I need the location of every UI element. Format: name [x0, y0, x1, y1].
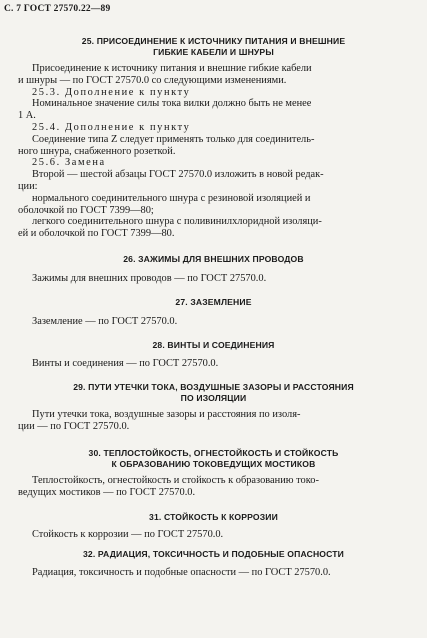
section-26-body	[0, 273, 427, 285]
clause-heading: 25.6. Замена	[32, 157, 106, 169]
section-28-title: 28. ВИНТЫ И СОЕДИНЕНИЯ	[152, 340, 275, 350]
paragraph-line: Номинальное значение силы тока вилки должно быть не менее	[32, 98, 312, 110]
section-29-title-line-2: ПО ИЗОЛЯЦИИ	[180, 393, 247, 403]
section-26	[0, 254, 427, 265]
paragraph-line: ведущих мостиков — по ГОСТ 27570.0.	[18, 486, 196, 498]
paragraph-line: Радиация, токсичность и подобные опасности — по ГОСТ 27570.0.	[32, 567, 331, 578]
section-30-body	[0, 475, 427, 499]
section-29-body	[0, 409, 427, 433]
section-26-title: 26. ЗАЖИМЫ ДЛЯ ВНЕШНИХ ПРОВОДОВ	[123, 254, 304, 264]
section-32-body	[0, 567, 427, 579]
paragraph-line: легкого соединительного шнура с поливинилхлоридной изоляци-	[32, 216, 322, 228]
paragraph-line: Второй — шестой абзацы ГОСТ 27570.0 изложить в новой редак-	[32, 169, 324, 181]
paragraph-line: Заземление — по ГОСТ 27570.0.	[32, 316, 178, 327]
section-31-title: 31. СТОЙКОСТЬ К КОРРОЗИИ	[149, 512, 278, 522]
section-25	[0, 36, 427, 58]
paragraph-line: ции — по ГОСТ 27570.0.	[18, 420, 130, 432]
section-28	[0, 340, 427, 351]
section-31-body	[0, 529, 427, 541]
section-27-body	[0, 316, 427, 328]
paragraph-line: Теплостойкость, огнестойкость и стойкость к образованию токо-	[32, 475, 319, 486]
section-25-title-line-1: 25. ПРИСОЕДИНЕНИЕ К ИСТОЧНИКУ ПИТАНИЯ И ВНЕШНИЕ	[81, 36, 346, 46]
paragraph-line: нормального соединительного шнура с резиновой изоляцией и	[32, 192, 311, 204]
paragraph-line: 1 А.	[18, 110, 36, 122]
section-27-title: 27. ЗАЗЕМЛЕНИЕ	[175, 297, 252, 307]
section-30-title-line-2: К ОБРАЗОВАНИЮ ТОКОВЕДУЩИХ МОСТИКОВ	[111, 459, 316, 469]
paragraph-line: Винты и соединения — по ГОСТ 27570.0.	[32, 358, 219, 369]
clause-heading: 25.3. Дополнение к пункту	[32, 86, 191, 98]
section-25-title-line-2: ГИБКИЕ КАБЕЛИ И ШНУРЫ	[153, 47, 274, 57]
paragraph-line: ей и оболочкой по ГОСТ 7399—80.	[18, 228, 175, 240]
section-29	[0, 382, 427, 404]
section-25-body	[0, 63, 427, 240]
section-28-body	[0, 358, 427, 370]
paragraph-line: Стойкость к коррозии — по ГОСТ 27570.0.	[32, 529, 224, 540]
paragraph-line: Пути утечки тока, воздушные зазоры и расстояния по изоля-	[32, 409, 301, 420]
paragraph-line: Присоединение к источнику питания и внешние гибкие кабели	[32, 63, 312, 74]
section-30	[0, 448, 427, 470]
section-32	[0, 549, 427, 560]
section-32-title: 32. РАДИАЦИЯ, ТОКСИЧНОСТЬ И ПОДОБНЫЕ ОПАСНОСТИ	[82, 549, 345, 559]
paragraph-line: Соединение типа Z следует применять только для соединитель-	[32, 133, 315, 145]
section-30-title-line-1: 30. ТЕПЛОСТОЙКОСТЬ, ОГНЕСТОЙКОСТЬ И СТОЙКОСТЬ	[88, 448, 339, 458]
clause-heading: 25.4. Дополнение к пункту	[32, 121, 191, 133]
paragraph-line: ции:	[18, 180, 38, 192]
section-31	[0, 512, 427, 523]
paragraph-line: и шнуры — по ГОСТ 27570.0 со следующими изменениями.	[18, 74, 287, 86]
section-29-title-line-1: 29. ПУТИ УТЕЧКИ ТОКА, ВОЗДУШНЫЕ ЗАЗОРЫ И РАССТОЯНИЯ	[73, 382, 354, 392]
paragraph-line: Зажимы для внешних проводов — по ГОСТ 27570.0.	[32, 273, 267, 284]
section-27	[0, 297, 427, 308]
paragraph-line: оболочкой по ГОСТ 7399—80;	[18, 204, 154, 216]
page-header: С. 7 ГОСТ 27570.22—89	[4, 4, 111, 14]
paragraph-line: ного шнура, снабженного розеткой.	[18, 145, 176, 157]
